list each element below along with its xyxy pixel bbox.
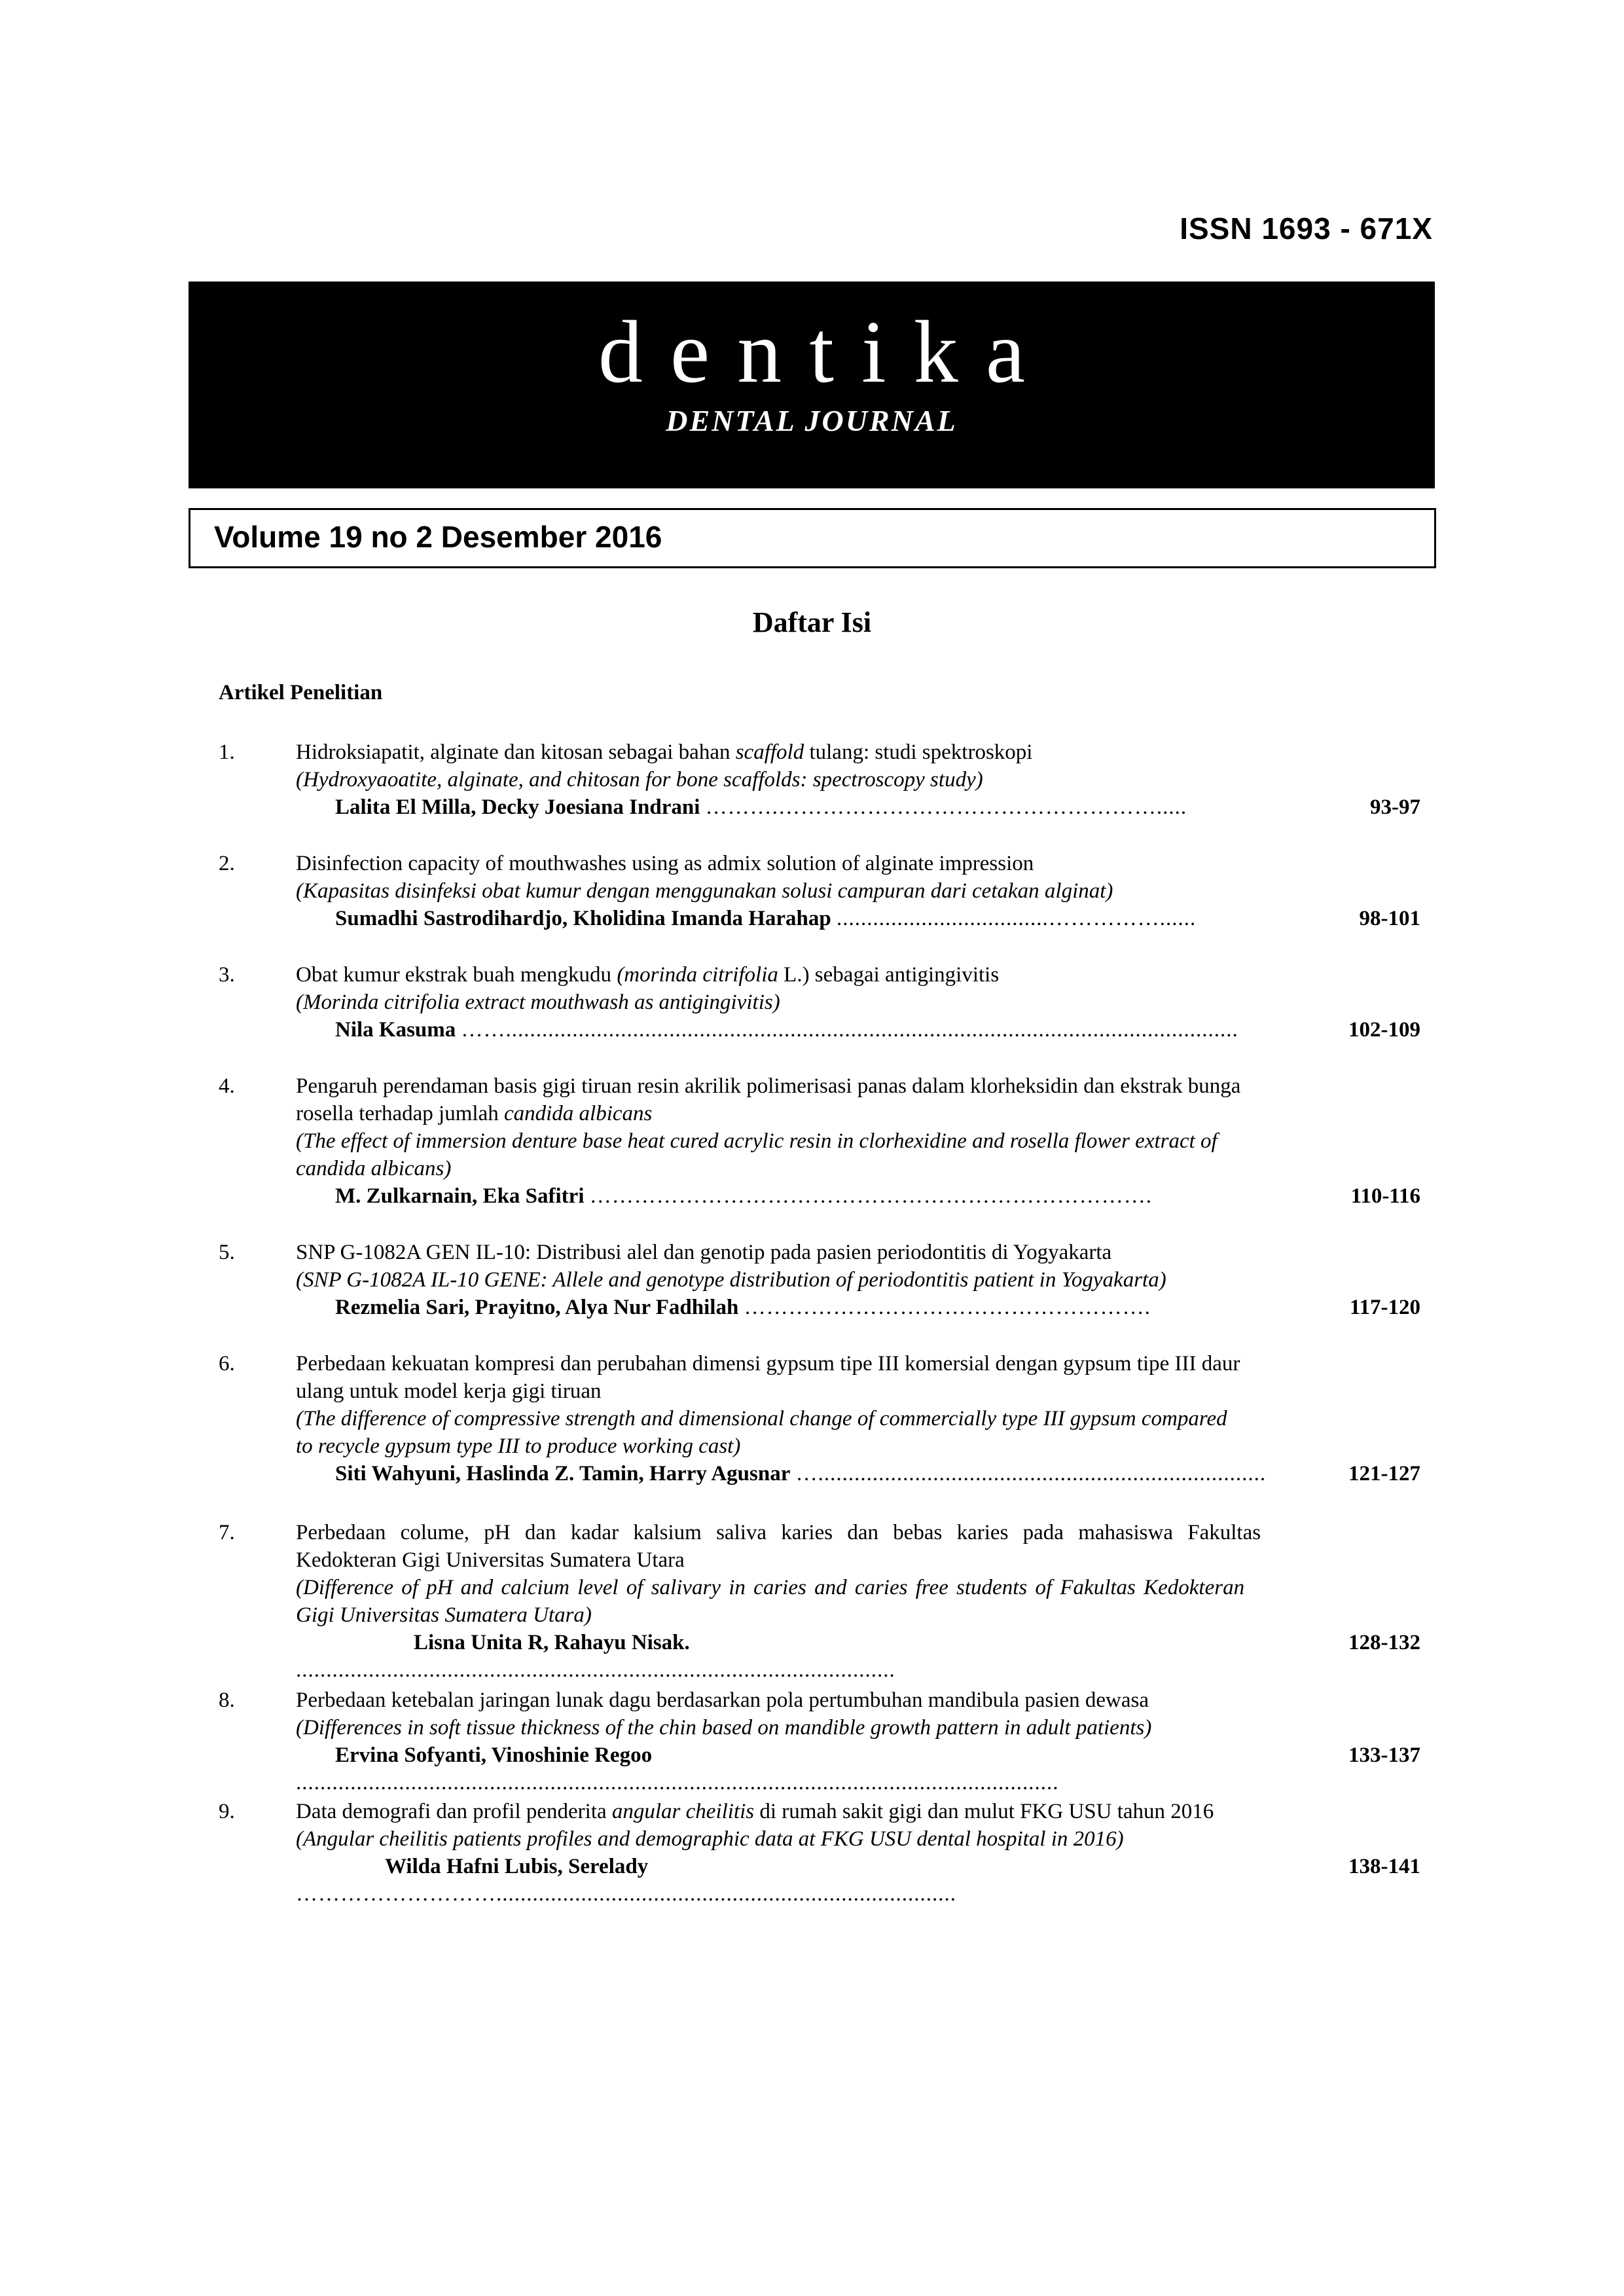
entry-authors: Nila Kasuma (335, 1018, 456, 1042)
entry-title: Hidroksiapatit, alginate dan kitosan sebagai bahan scaffold tulang: studi spektroskopi (296, 740, 1033, 764)
entry-authors: Lalita El Milla, Decky Joesiana Indrani (335, 795, 700, 819)
entry-english-title: (SNP G-1082A IL-10 GENE: Allele and genotype distribution of periodontitis patient in Yogyakarta) (296, 1268, 1166, 1292)
entry-leader: …………………………………………………………………. (589, 1184, 1152, 1208)
entry-title-line-2: Kedokteran Gigi Universitas Sumatera Utara (296, 1548, 685, 1572)
entry-number: 9. (219, 1800, 235, 1823)
journal-masthead (189, 282, 1435, 488)
entry-english-title: (Morinda citrifolia extract mouthwash as antigingivitis) (296, 991, 780, 1014)
entry-title: SNP G-1082A GEN IL-10: Distribusi alel dan genotip pada pasien periodontitis di Yogyakarta (296, 1241, 1112, 1264)
volume-box (189, 508, 1436, 568)
entry-number: 1. (219, 740, 235, 764)
entry-english-title-line-2: candida albicans) (296, 1157, 452, 1180)
entry-title: Disinfection capacity of mouthwashes using as admix solution of alginate impression (296, 852, 1034, 875)
entry-title-line-1: Perbedaan kekuatan kompresi dan perubahan dimensi gypsum tipe III komersial dengan gypsum tipe III daur (296, 1352, 1240, 1376)
entry-authors: M. Zulkarnain, Eka Safitri (335, 1184, 585, 1208)
entry-english-title-line-1: (The difference of compressive strength and dimensional change of commercially type III gypsum compared (296, 1407, 1227, 1430)
entry-pages: 102-109 (1348, 1018, 1420, 1042)
entry-pages: 117-120 (1349, 1296, 1420, 1319)
entry-authors: Sumadhi Sastrodihardjo, Kholidina Imanda Harahap (335, 907, 831, 930)
entry-leader: ………………………………………………. (744, 1296, 1151, 1319)
entry-title: Obat kumur ekstrak buah mengkudu (morinda citrifolia L.) sebagai antigingivitis (296, 963, 1000, 987)
journal-title: dentika (598, 303, 1053, 401)
entry-pages: 121-127 (1348, 1462, 1420, 1485)
entry-leader: ................................................................................................... (296, 1658, 895, 1682)
entry-authors: Siti Wahyuni, Haslinda Z. Tamin, Harry Agusnar (335, 1462, 791, 1485)
entry-title-line-2: rosella terhadap jumlah candida albicans (296, 1102, 653, 1125)
entry-number: 4. (219, 1074, 235, 1098)
entry-pages: 128-132 (1348, 1631, 1420, 1654)
entry-leader: ….......................................................................... (795, 1462, 1267, 1485)
entry-english-title: (Differences in soft tissue thickness of the chin based on mandible growth pattern in adult patients) (296, 1716, 1152, 1740)
entry-leader: .............................................................................................................................. (296, 1771, 1059, 1795)
entry-authors: Rezmelia Sari, Prayitno, Alya Nur Fadhilah (335, 1296, 739, 1319)
entry-pages: 98-101 (1359, 907, 1420, 930)
entry-pages: 93-97 (1370, 795, 1420, 819)
entry-number: 2. (219, 852, 235, 875)
entry-english-title: (Hydroxyaoatite, alginate, and chitosan for bone scaffolds: spectroscopy study) (296, 768, 983, 792)
entry-title-line-2: ulang untuk model kerja gigi tiruan (296, 1379, 602, 1403)
volume-label: Volume 19 no 2 Desember 2016 (214, 520, 662, 554)
section-label: Artikel Penelitian (219, 681, 383, 704)
entry-english-title-line-1: (Difference of pH and calcium level of salivary in caries and caries free students of Fakultas Kedokteran (296, 1576, 1245, 1599)
entry-number: 7. (219, 1521, 235, 1544)
entry-english-title: (Kapasitas disinfeksi obat kumur dengan menggunakan solusi campuran dari cetakan alginat) (296, 879, 1113, 903)
entry-leader: ……….……………………………………………..... (705, 795, 1187, 819)
entry-pages: 110-116 (1350, 1184, 1420, 1208)
entry-title: Perbedaan ketebalan jaringan lunak dagu berdasarkan pola pertumbuhan mandibula pasien dewasa (296, 1688, 1149, 1712)
entry-number: 3. (219, 963, 235, 987)
entry-title-line-1: Perbedaan colume, pH dan kadar kalsium saliva karies dan bebas karies pada mahasiswa Fakultas (296, 1521, 1261, 1544)
issn-label: ISSN 1693 - 671X (1180, 211, 1433, 246)
journal-subtitle: DENTAL JOURNAL (666, 404, 958, 437)
entry-english-title-line-2: Gigi Universitas Sumatera Utara) (296, 1603, 592, 1627)
entry-title: Data demografi dan profil penderita angular cheilitis di rumah sakit gigi dan mulut FKG USU tahun 2016 (296, 1800, 1214, 1823)
entry-english-title-line-1: (The effect of immersion denture base heat cured acrylic resin in clorhexidine and rosella flower extract of (296, 1129, 1218, 1153)
entry-number: 6. (219, 1352, 235, 1376)
entry-number: 8. (219, 1688, 235, 1712)
entry-title-line-1: Pengaruh perendaman basis gigi tiruan resin akrilik polimerisasi panas dalam klorheksidin dan ekstrak bunga (296, 1074, 1241, 1098)
entry-authors: Wilda Hafni Lubis, Serelady (385, 1855, 649, 1878)
entry-authors: Ervina Sofyanti, Vinoshinie Regoo (335, 1743, 653, 1767)
entry-pages: 133-137 (1348, 1743, 1420, 1767)
entry-english-title-line-2: to recycle gypsum type III to produce working cast) (296, 1434, 741, 1458)
entry-number: 5. (219, 1241, 235, 1264)
entry-leader: ………………………............................................................................ (296, 1882, 956, 1906)
entry-pages: 138-141 (1348, 1855, 1420, 1878)
entry-leader: ...................................……………...... (836, 907, 1197, 930)
entry-leader: ……......................................................................................................................... (461, 1018, 1238, 1042)
entry-authors: Lisna Unita R, Rahayu Nisak. (414, 1631, 690, 1654)
entry-english-title: (Angular cheilitis patients profiles and demographic data at FKG USU dental hospital in 2016) (296, 1827, 1124, 1851)
toc-title: Daftar Isi (752, 606, 872, 638)
